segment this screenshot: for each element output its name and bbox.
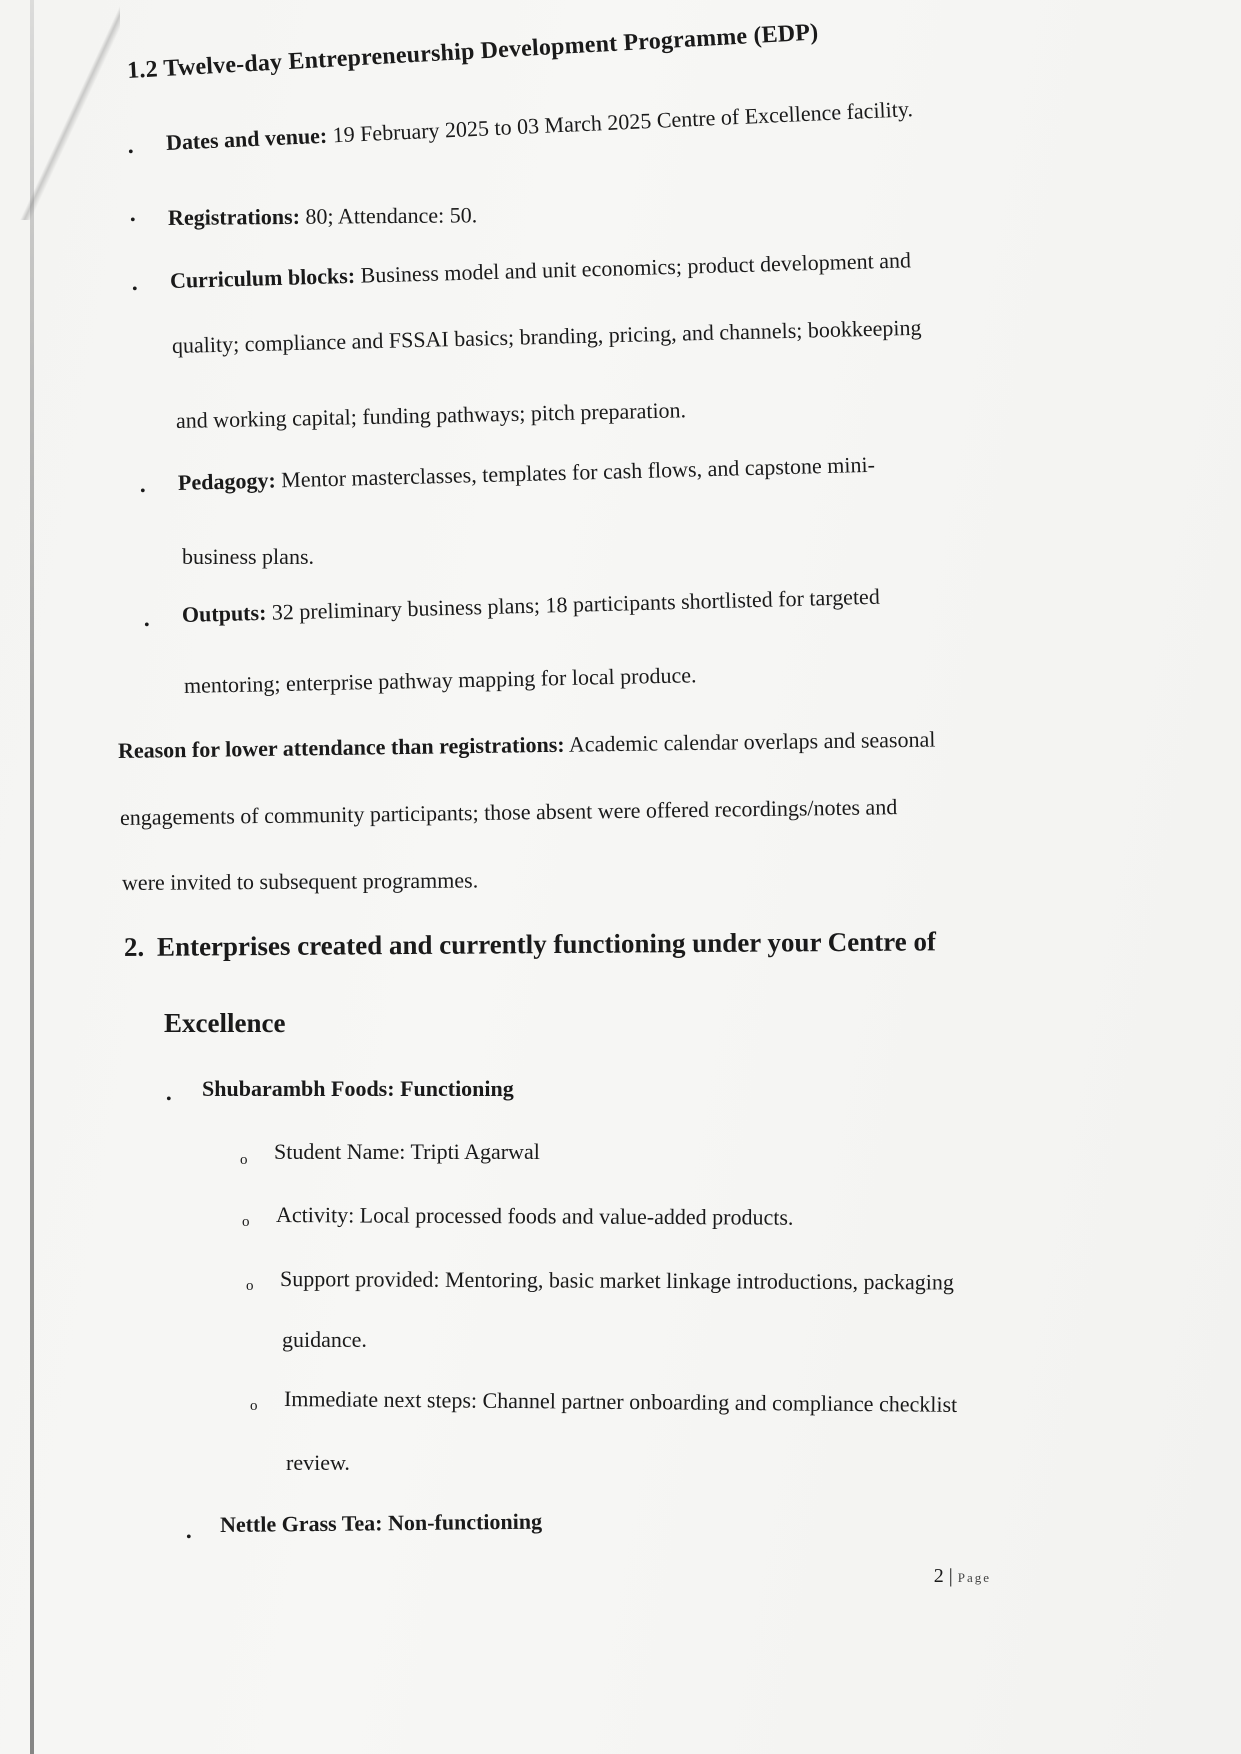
reason-label: Reason for lower attendance than registrations:	[117, 731, 565, 763]
enterprise-1-next-line-2: review.	[286, 1450, 350, 1475]
registrations-value: 80; Attendance: 50.	[305, 202, 478, 229]
page-edge-shadow	[30, 0, 34, 1754]
enterprise-1-student: Student Name: Tripti Agarwal	[274, 1139, 540, 1164]
edp-heading: 1.2 Twelve-day Entrepreneurship Development Programme (EDP)	[126, 19, 820, 85]
bullet-dates: •	[128, 144, 134, 161]
sub-bullet-next-steps: o	[250, 1398, 258, 1414]
bullet-enterprise-1: •	[166, 1091, 172, 1108]
registrations-line	[168, 202, 477, 231]
page-word: Page	[957, 1570, 991, 1585]
curriculum-line-1	[170, 247, 912, 294]
bullet-outputs: •	[144, 617, 150, 634]
section-2-heading-line-2: Excellence	[164, 1008, 286, 1038]
sub-bullet-activity: o	[242, 1214, 250, 1230]
outputs-text-1: 32 preliminary business plans; 18 participants shortlisted for targeted	[271, 583, 881, 625]
dates-label: Dates and venue:	[165, 122, 328, 155]
outputs-line-2: mentoring; enterprise pathway mapping for local produce.	[183, 662, 697, 698]
pedagogy-line-1	[178, 452, 876, 496]
dates-line	[165, 96, 913, 156]
enterprise-1-support-line-2: guidance.	[282, 1327, 367, 1352]
outputs-line-1	[182, 584, 880, 628]
curriculum-line-2: quality; compliance and FSSAI basics; branding, pricing, and channels; bookkeeping	[171, 314, 922, 358]
reason-line-1	[118, 727, 936, 764]
bullet-pedagogy: •	[140, 483, 146, 500]
reason-text-1: Academic calendar overlaps and seasonal	[568, 726, 936, 757]
sub-bullet-support: o	[246, 1278, 254, 1294]
page-fold-shadow	[0, 0, 120, 220]
pedagogy-line-2: business plans.	[182, 544, 314, 569]
section-2-title-1: Enterprises created and currently functioning under your Centre of	[156, 926, 937, 962]
page-footer	[934, 1565, 991, 1588]
dates-value: 19 February 2025 to 03 March 2025 Centre of Excellence facility.	[332, 96, 914, 148]
enterprise-1-next-line-1: Immediate next steps: Channel partner onboarding and compliance checklist	[283, 1386, 958, 1417]
enterprise-1-name: Shubarambh Foods: Functioning	[202, 1076, 514, 1101]
reason-line-3: were invited to subsequent programmes.	[121, 867, 479, 895]
page-separator: |	[948, 1565, 953, 1587]
page-number: 2	[933, 1565, 944, 1587]
pedagogy-label: Pedagogy:	[177, 467, 277, 495]
enterprise-1-activity: Activity: Local processed foods and value-added products.	[275, 1202, 794, 1230]
enterprise-1-support-line-1: Support provided: Mentoring, basic market linkage introductions, packaging	[279, 1266, 954, 1295]
curriculum-label: Curriculum blocks:	[169, 262, 356, 293]
section-2-number: 2.	[123, 931, 145, 962]
enterprise-2-name: Nettle Grass Tea: Non-functioning	[219, 1508, 543, 1537]
curriculum-line-3: and working capital; funding pathways; pitch preparation.	[175, 397, 687, 433]
sub-bullet-student: o	[240, 1152, 248, 1168]
registrations-label: Registrations:	[167, 203, 301, 230]
bullet-enterprise-2: •	[186, 1529, 192, 1546]
bullet-registrations: •	[130, 212, 136, 229]
pedagogy-text-1: Mentor masterclasses, templates for cash flows, and capstone mini-	[280, 451, 876, 493]
section-2-heading-line-1	[124, 926, 936, 963]
outputs-label: Outputs:	[181, 599, 267, 627]
bullet-curriculum: •	[132, 281, 138, 298]
curriculum-text-1: Business model and unit economics; product development and	[360, 247, 912, 288]
reason-line-2: engagements of community participants; those absent were offered recordings/notes and	[119, 794, 898, 830]
